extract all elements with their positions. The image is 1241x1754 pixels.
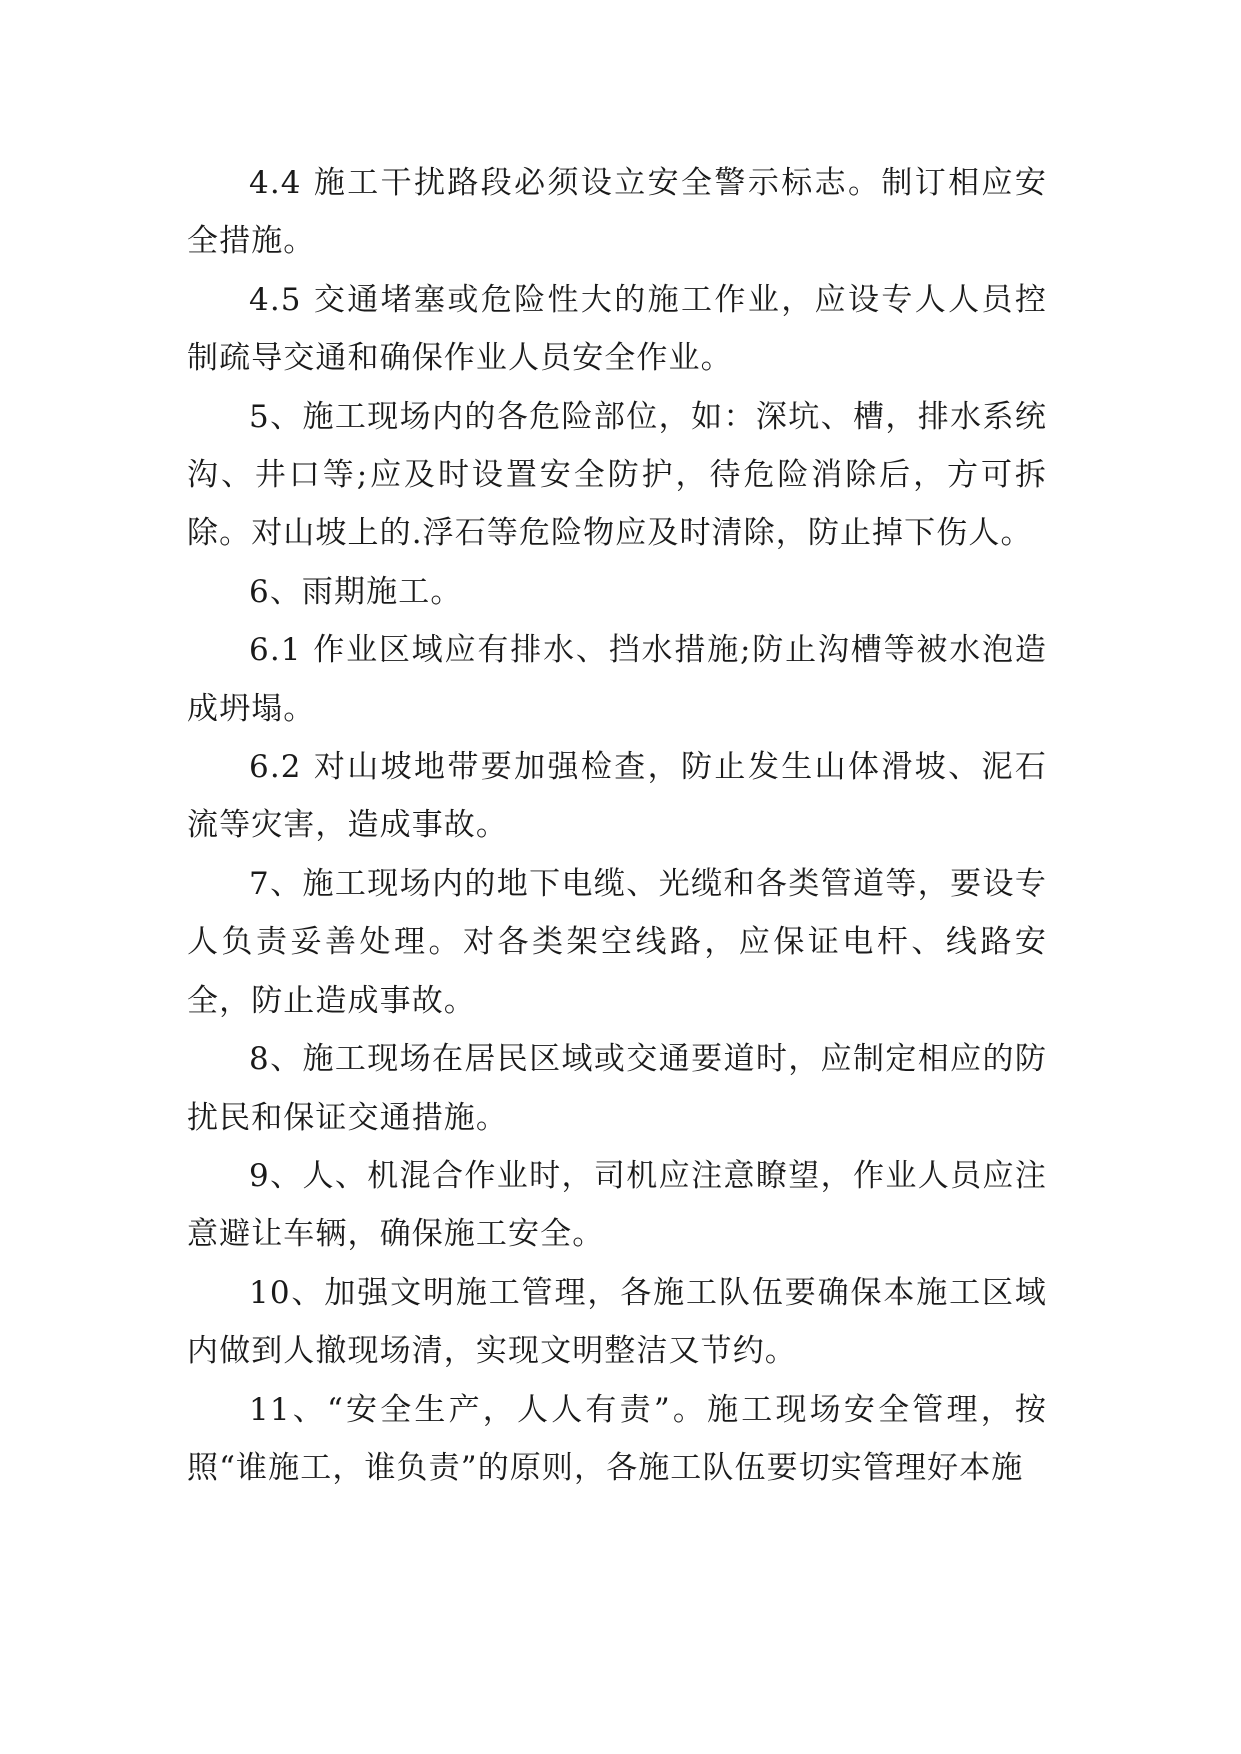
paragraph-6-1: 6.1 作业区域应有排水、挡水措施;防止沟槽等被水泡造成坍塌。 bbox=[187, 632, 1047, 727]
paragraph-7: 7、施工现场内的地下电缆、光缆和各类管道等，要设专人负责妥善处理。对各类架空线路，应保证电杆、线路安全，防止造成事故。 bbox=[187, 865, 1047, 1019]
paragraph-5: 5、施工现场内的各危险部位，如：深坑、槽，排水系统沟、井口等;应及时设置安全防护，待危险消除后，方可拆除。对山坡上的.浮石等危险物应及时清除，防止掉下伤人。 bbox=[187, 398, 1047, 552]
paragraph-6: 6、雨期施工。 bbox=[249, 573, 463, 610]
document-body bbox=[187, 154, 1047, 1497]
paragraph-10: 10、加强文明施工管理，各施工队伍要确保本施工区域内做到人撤现场清，实现文明整洁又节约。 bbox=[187, 1274, 1047, 1370]
paragraph-11: 11、“安全生产，人人有责”。施工现场安全管理，按照“谁施工，谁负责”的原则，各施工队伍要切实管理好本施 bbox=[187, 1391, 1047, 1486]
paragraph-8: 8、施工现场在居民区域或交通要道时，应制定相应的防扰民和保证交通措施。 bbox=[187, 1041, 1047, 1136]
paragraph-6-2: 6.2 对山坡地带要加强检查，防止发生山体滑坡、泥石流等灾害，造成事故。 bbox=[187, 749, 1047, 844]
paragraph-9: 9、人、机混合作业时，司机应注意瞭望，作业人员应注意避让车辆，确保施工安全。 bbox=[187, 1157, 1047, 1253]
paragraph-4-4: 4.4 施工干扰路段必须设立安全警示标志。制订相应安全措施。 bbox=[187, 165, 1047, 260]
paragraph-4-5: 4.5 交通堵塞或危险性大的施工作业，应设专人人员控制疏导交通和确保作业人员安全作业。 bbox=[187, 281, 1047, 377]
